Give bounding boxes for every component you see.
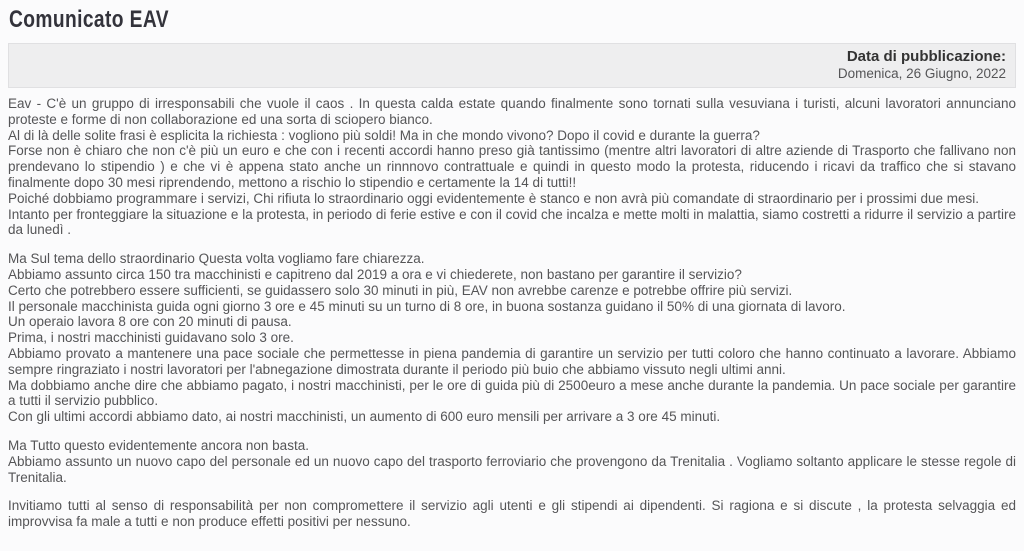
paragraph: Eav - C'è un gruppo di irresponsabili che vuole il caos . In questa calda estate quando finalmente sono tornati sulla vesuviana i turisti, alcuni lavoratori annunciano proteste e forme di non collaborazione ed una sorta di sciopero bianco. Al di là delle solite frasi è esplicita la richiesta : vogliono più soldi! Ma in che mondo vivono? Dopo il covid e durante la guerra? Forse non è chiaro che non c'è più un euro e che con i recenti accordi hanno preso già tantissimo (mentre altri lavoratori di altre aziende di Trasporto che fallivano non prendevano lo stipendio ) e che vi è appena stato anche un rinnnovo contrattuale e quindi in questo modo la protesta, riducendo i ricavi da traffico che si stavano finalmente dopo 30 mesi riprendendo, mettono a rischio lo stipendio e certamente la 14 di tutti!! Poiché dobbiamo programmare i servizi, Chi rifiuta lo straordinario oggi evidentemente è stanco e non avrà più comandate di straordinario per i prossimi due mesi. Intanto per fronteggiare la situazione e la protesta, in periodo di ferie estive e con il covid che incalza e mette molti in malattia, siamo costretti a ridurre il servizio a partire da lunedì . — [8, 96, 1016, 238]
paragraph: Ma Sul tema dello straordinario Questa volta vogliamo fare chiarezza. Abbiamo assunto circa 150 tra macchinisti e capitreno dal 2019 a ora e vi chiederete, non bastano per garantire il servizio? Certo che potrebbero essere sufficienti, se guidassero solo 30 minuti in più, EAV non avrebbe carenze e potrebbe offrire più servizi. Il personale macchinista guida ogni giorno 3 ore e 45 minuti su un turno di 8 ore, in buona sostanza guidano il 50% di una giornata di lavoro. Un operaio lavora 8 ore con 20 minuti di pausa. Prima, i nostri macchinisti guidavano solo 3 ore. Abbiamo provato a mantenere una pace sociale che permettesse in piena pandemia di garantire un servizio per tutti coloro che hanno continuato a lavorare. Abbiamo sempre ringraziato i nostri lavoratori per l'abnegazione dimostrata durante il periodo più buio che abbiamo vissuto negli ultimi anni. Ma dobbiamo anche dire che abbiamo pagato, i nostri macchinisti, per le ore di guida più di 2500euro a mese anche durante la pandemia. Un pace sociale per garantire a tutti il servizio pubblico. Con gli ultimi accordi abbiamo dato, ai nostri macchinisti, un aumento di 600 euro mensili per arrivare a 3 ore 45 minuti. — [8, 251, 1016, 425]
page-title-text: Comunicato EAV — [9, 6, 169, 33]
publication-date-label: Data di pubblicazione: — [846, 48, 1006, 65]
paragraph: Invitiamo tutti al senso di responsabilità per non compromettere il servizio agli utenti e gli stipendi ai dipendenti. Si ragiona e si discute , la protesta selvaggia ed improvvisa fa male a tutti e non produce effetti positivi per nessuno. — [8, 498, 1016, 530]
publication-meta-box — [8, 43, 1016, 88]
paragraph: Ma Tutto questo evidentemente ancora non basta. Abbiamo assunto un nuovo capo del personale ed un nuovo capo del trasporto ferroviario che provengono da Trenitalia . Vogliamo soltanto applicare le stesse regole di Trenitalia. — [8, 437, 1016, 485]
article-body — [8, 96, 1016, 530]
page-title — [9, 6, 1016, 34]
publication-date-value: Domenica, 26 Giugno, 2022 — [837, 66, 1006, 81]
